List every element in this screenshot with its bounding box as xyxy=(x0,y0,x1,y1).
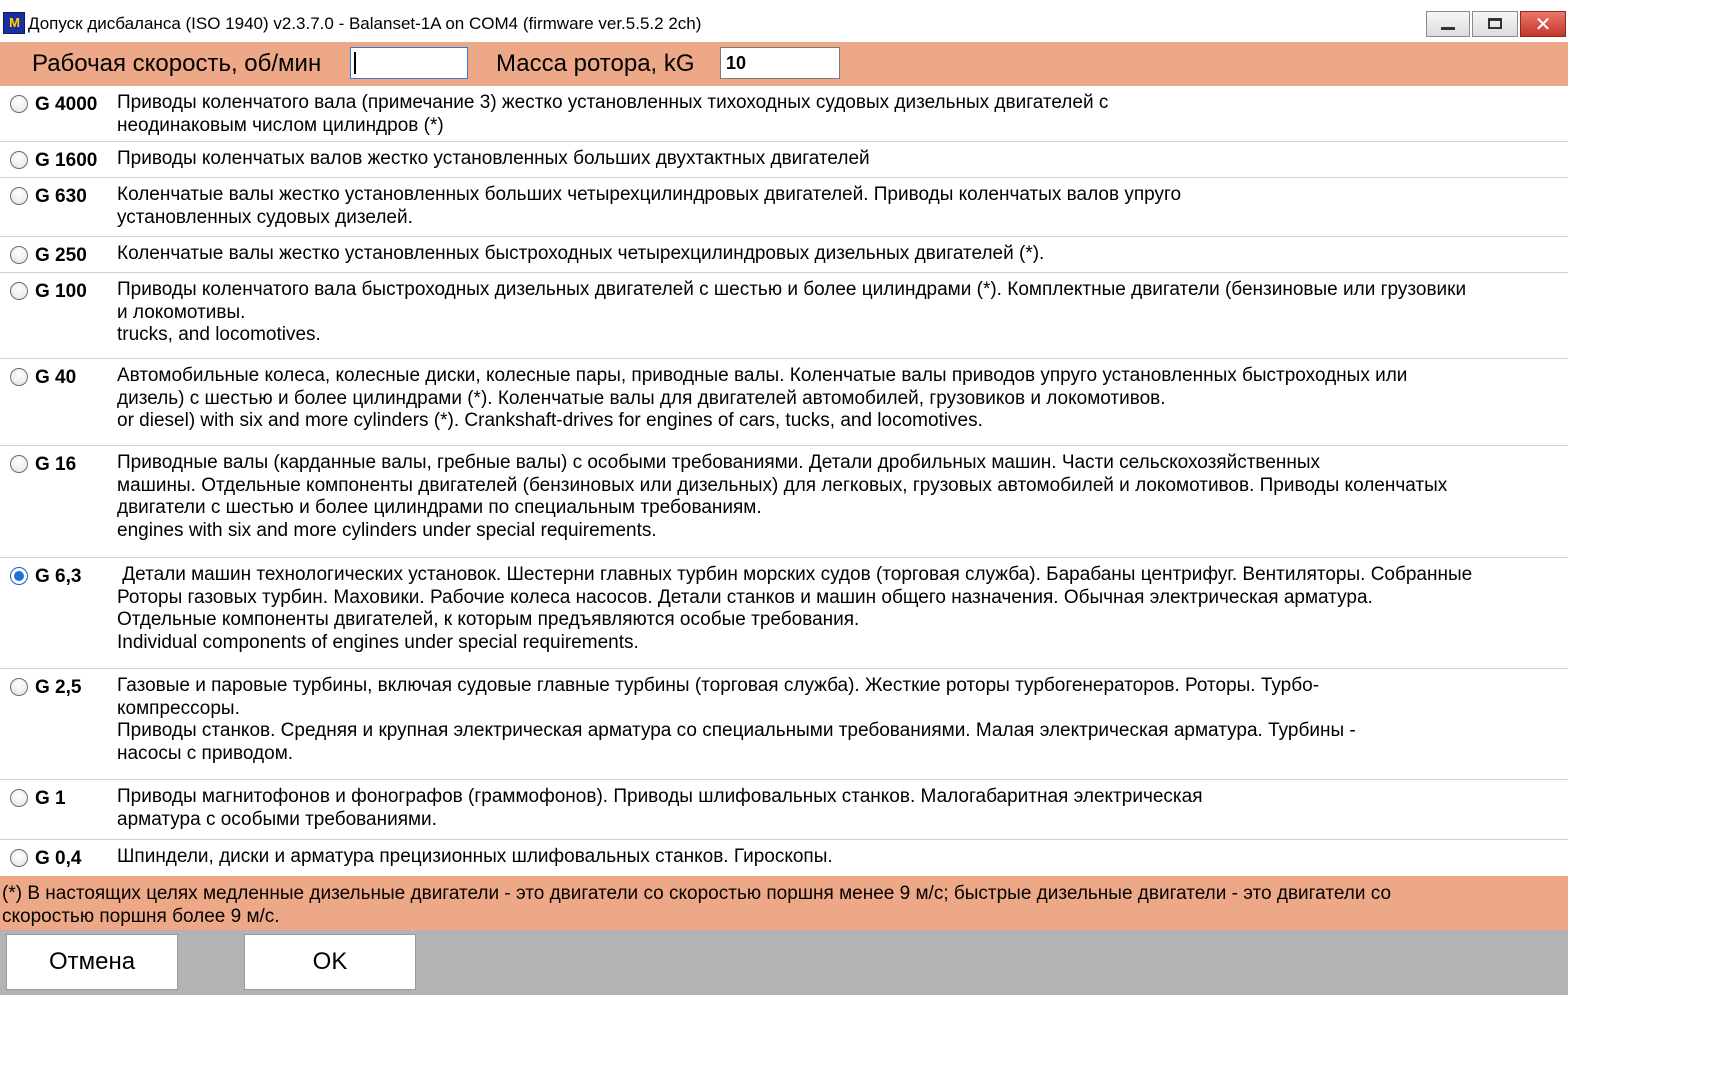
grade-label: G 100 xyxy=(35,281,87,302)
grade-label: G 250 xyxy=(35,245,87,266)
radio-button[interactable] xyxy=(10,95,28,113)
radio-button[interactable] xyxy=(10,246,28,264)
description-line: двигатели с шестью и более цилиндрами по специальным требованиям. xyxy=(117,497,762,519)
description-line: установленных судовых дизелей. xyxy=(117,206,413,228)
grade-label: G 1 xyxy=(35,788,66,809)
balanset-app-icon: M xyxy=(3,12,25,34)
description-line: Детали машин технологических установок. Шестерни главных турбин морских судов (торговая служба). Барабаны центрифуг. Вентиляторы. Собранные xyxy=(117,564,1473,585)
class-row[interactable] xyxy=(0,840,1568,876)
mass-label: Масса ротора, kG xyxy=(496,50,695,77)
mass-input[interactable]: 10 xyxy=(720,47,840,79)
class-row[interactable] xyxy=(0,359,1568,446)
radio-dot-icon xyxy=(14,571,24,581)
window-title: Допуск дисбаланса (ISO 1940) v2.3.7.0 - Balanset-1A on COM4 (firmware ver.5.5.2 2ch) xyxy=(28,14,702,33)
description-line: or diesel) with six and more cylinders (*). Crankshaft-drives for engines of cars, tucks, and locomotives. xyxy=(117,410,983,432)
description-line: Individual components of engines under special requirements. xyxy=(117,631,639,653)
description-line: Приводы коленчатого вала (примечание 3) жестко установленных тихоходных судовых дизельных двигателей с xyxy=(117,92,1109,113)
grade-description xyxy=(117,92,1562,137)
close-button[interactable] xyxy=(1520,11,1566,37)
grade-description xyxy=(117,786,1562,831)
radio-button[interactable] xyxy=(10,187,28,205)
radio-button[interactable] xyxy=(10,789,28,807)
radio-button[interactable] xyxy=(10,282,28,300)
radio-button[interactable] xyxy=(10,678,28,696)
description-line: неодинаковым числом цилиндров (*) xyxy=(117,114,444,136)
grade-description xyxy=(117,846,1562,869)
maximize-icon xyxy=(1488,18,1502,29)
footnote-text xyxy=(2,883,1391,928)
class-row[interactable] xyxy=(0,237,1568,273)
description-line: Приводы магнитофонов и фонографов (граммофонов). Приводы шлифовальных станков. Малогабаритная электрическая xyxy=(117,786,1203,807)
description-line: engines with six and more cylinders under special requirements. xyxy=(117,519,657,541)
grade-description xyxy=(117,365,1562,433)
radio-button[interactable] xyxy=(10,151,28,169)
class-row[interactable] xyxy=(0,86,1568,142)
description-line: дизель) с шестью и более цилиндрами (*). Коленчатые валы для двигателей автомобилей, грузовиков и локомотивов. xyxy=(117,387,1166,409)
grade-description xyxy=(117,564,1562,654)
description-line: Автомобильные колеса, колесные диски, колесные пары, приводные валы. Коленчатые валы приводов упруго установленных быстроходных или xyxy=(117,365,1408,386)
description-line: Приводы станков. Средняя и крупная электрическая арматура со специальными требованиями. Малая электрическая арматура. Турбины - xyxy=(117,720,1356,742)
radio-button[interactable] xyxy=(10,368,28,386)
speed-label: Рабочая скорость, об/мин xyxy=(32,50,322,77)
description-line: Газовые и паровые турбины, включая судовые главные турбины (торговая служба). Жесткие роторы турбогенераторов. Роторы. Турбо- xyxy=(117,675,1320,696)
minimize-button[interactable] xyxy=(1426,11,1470,37)
class-row[interactable] xyxy=(0,178,1568,237)
class-row[interactable] xyxy=(0,558,1568,669)
description-line: компрессоры. xyxy=(117,697,240,719)
class-row[interactable] xyxy=(0,669,1568,780)
class-row[interactable] xyxy=(0,273,1568,359)
grade-label: G 6,3 xyxy=(35,566,82,587)
description-line: насосы с приводом. xyxy=(117,742,294,764)
title-bar xyxy=(0,0,1568,40)
balance-class-list xyxy=(0,86,1568,876)
grade-label: G 4000 xyxy=(35,94,98,115)
description-line: Роторы газовых турбин. Маховики. Рабочие колеса насосов. Детали станков и машин общего назначения. Обычная электрическая арматура. xyxy=(117,586,1373,608)
button-bar xyxy=(0,930,1568,995)
grade-description xyxy=(117,148,1562,171)
description-line: Приводы коленчатого вала быстроходных дизельных двигателей с шестью и более цилиндрами (*). Комплектные двигатели (бензиновые или грузовики xyxy=(117,279,1467,300)
grade-label: G 630 xyxy=(35,186,87,207)
minimize-icon xyxy=(1441,27,1455,30)
grade-label: G 2,5 xyxy=(35,677,82,698)
footnote-line: (*) В настоящих целях медленные дизельные двигатели - это двигатели со скоростью поршня менее 9 м/с; быстрые дизельные двигатели - это двигатели со xyxy=(2,883,1392,904)
footnote-line: скоростью поршня более 9 м/с. xyxy=(2,905,280,927)
speed-input[interactable] xyxy=(350,47,468,79)
description-line: Шпиндели, диски и арматура прецизионных шлифовальных станков. Гироскопы. xyxy=(117,846,833,867)
grade-description xyxy=(117,452,1562,542)
description-line: trucks, and locomotives. xyxy=(117,324,321,346)
radio-button[interactable] xyxy=(10,455,28,473)
class-row[interactable] xyxy=(0,780,1568,840)
class-row[interactable] xyxy=(0,446,1568,558)
grade-label: G 0,4 xyxy=(35,848,82,869)
grade-label: G 40 xyxy=(35,367,77,388)
class-row[interactable] xyxy=(0,142,1568,178)
cancel-button[interactable]: Отмена xyxy=(6,934,178,990)
footnote xyxy=(0,876,1568,930)
grade-description xyxy=(117,279,1562,347)
grade-label: G 1600 xyxy=(35,150,98,171)
input-bar xyxy=(0,42,1568,86)
grade-description xyxy=(117,184,1562,229)
grade-label: G 16 xyxy=(35,454,77,475)
radio-button[interactable] xyxy=(10,849,28,867)
description-line: Приводы коленчатых валов жестко установленных больших двухтактных двигателей xyxy=(117,148,870,169)
description-line: арматура с особыми требованиями. xyxy=(117,808,437,830)
description-line: Коленчатые валы жестко установленных больших четырехцилиндровых двигателей. Приводы коленчатых валов упруго xyxy=(117,184,1182,205)
grade-description xyxy=(117,243,1562,266)
grade-description xyxy=(117,675,1562,765)
description-line: машины. Отдельные компоненты двигателей (бензиновых или дизельных) для легковых, грузовых автомобилей и локомотивов. Приводы коленчатых xyxy=(117,474,1448,496)
description-line: Отдельные компоненты двигателей, к которым предъявляются особые требования. xyxy=(117,609,860,631)
ok-button[interactable]: OK xyxy=(244,934,416,990)
description-line: Коленчатые валы жестко установленных быстроходных четырехцилиндровых дизельных двигателей (*). xyxy=(117,243,1045,264)
radio-button-checked[interactable] xyxy=(10,567,28,585)
description-line: и локомотивы. xyxy=(117,301,246,323)
description-line: Приводные валы (карданные валы, гребные валы) с особыми требованиями. Детали дробильных машин. Части сельскохозяйственных xyxy=(117,452,1321,473)
text-caret xyxy=(354,52,356,74)
maximize-button[interactable] xyxy=(1472,11,1518,37)
close-icon: ✕ xyxy=(1534,12,1552,36)
